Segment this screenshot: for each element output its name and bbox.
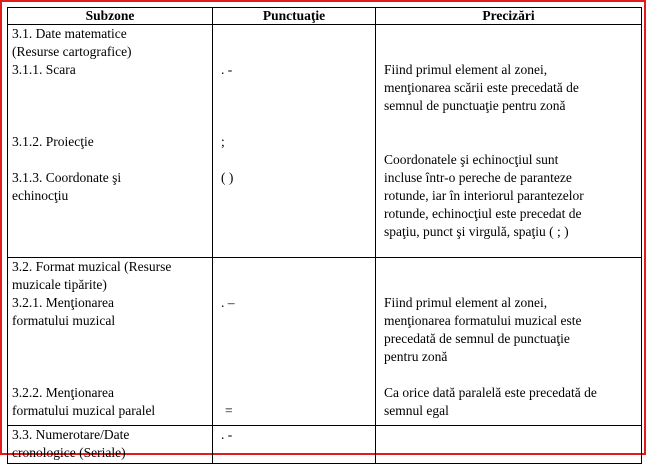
subzone-label: 3.2.1. Menţionarea xyxy=(12,295,114,310)
table-row-3-2 xyxy=(8,258,642,426)
group-heading: cronologice (Seriale) xyxy=(12,445,126,460)
group-heading: 3.2. Format muzical (Resurse xyxy=(12,259,172,274)
subzone-cell-3-1 xyxy=(8,25,213,258)
subzone-label: 3.1.2. Proiecţie xyxy=(12,134,94,149)
subzone-label: echinocţiu xyxy=(12,188,69,203)
punctuation-mark: ( ) xyxy=(221,170,234,185)
note-line: incluse într-o pereche de paranteze xyxy=(384,170,572,185)
note-cell-3-2 xyxy=(376,258,642,426)
note-line: semnul de punctuaţie pentru zonă xyxy=(384,98,566,113)
punctuation-mark: . – xyxy=(221,295,235,310)
group-heading: 3.1. Date matematice xyxy=(12,26,127,41)
note-line: precedată de semnul de punctuaţie xyxy=(384,331,570,346)
note-line: pentru zonă xyxy=(384,349,448,364)
note-line: menţionarea scării este precedată de xyxy=(384,80,579,95)
punct-cell-3-2 xyxy=(213,258,376,426)
note-line: semnul egal xyxy=(384,403,449,418)
header-punctuatie: Punctuaţie xyxy=(213,8,376,25)
subzone-cell-3-3 xyxy=(8,426,213,464)
group-heading: muzicale tipărite) xyxy=(12,277,107,292)
note-line: rotunde, echinocţiul este precedat de xyxy=(384,206,582,221)
note-line: spaţiu, punct şi virgulă, spaţiu ( ; ) xyxy=(384,224,569,239)
note-line: menţionarea formatului muzical este xyxy=(384,313,582,328)
group-heading: 3.3. Numerotare/Date xyxy=(12,427,130,442)
note-line: rotunde, iar în interiorul parantezelor xyxy=(384,188,584,203)
punctuation-mark: . - xyxy=(221,427,233,442)
punctuation-table xyxy=(7,7,642,464)
note-cell-3-1 xyxy=(376,25,642,258)
subzone-cell-3-2 xyxy=(8,258,213,426)
table-row-3-1 xyxy=(8,25,642,258)
table-row-3-3 xyxy=(8,426,642,464)
header-precizari: Precizări xyxy=(376,8,642,25)
header-subzone: Subzone xyxy=(8,8,213,25)
subzone-label: 3.1.3. Coordonate şi xyxy=(12,170,122,185)
subzone-label: formatului muzical xyxy=(12,313,116,328)
punct-cell-3-1 xyxy=(213,25,376,258)
punct-cell-3-3 xyxy=(213,426,376,464)
punctuation-mark: = xyxy=(225,403,233,418)
note-line: Fiind primul element al zonei, xyxy=(384,295,548,310)
note-line: Ca orice dată paralelă este precedată de xyxy=(384,385,597,400)
group-heading: (Resurse cartografice) xyxy=(12,44,132,59)
subzone-label: formatului muzical paralel xyxy=(12,403,156,418)
note-line: Coordonatele şi echinocţiul sunt xyxy=(384,152,559,167)
subzone-label: 3.2.2. Menţionarea xyxy=(12,385,114,400)
header-row xyxy=(8,8,642,25)
note-cell-3-3 xyxy=(376,426,642,464)
punctuation-mark: . - xyxy=(221,62,233,77)
punctuation-mark: ; xyxy=(221,134,225,149)
subzone-label: 3.1.1. Scara xyxy=(12,62,76,77)
note-line: Fiind primul element al zonei, xyxy=(384,62,548,77)
